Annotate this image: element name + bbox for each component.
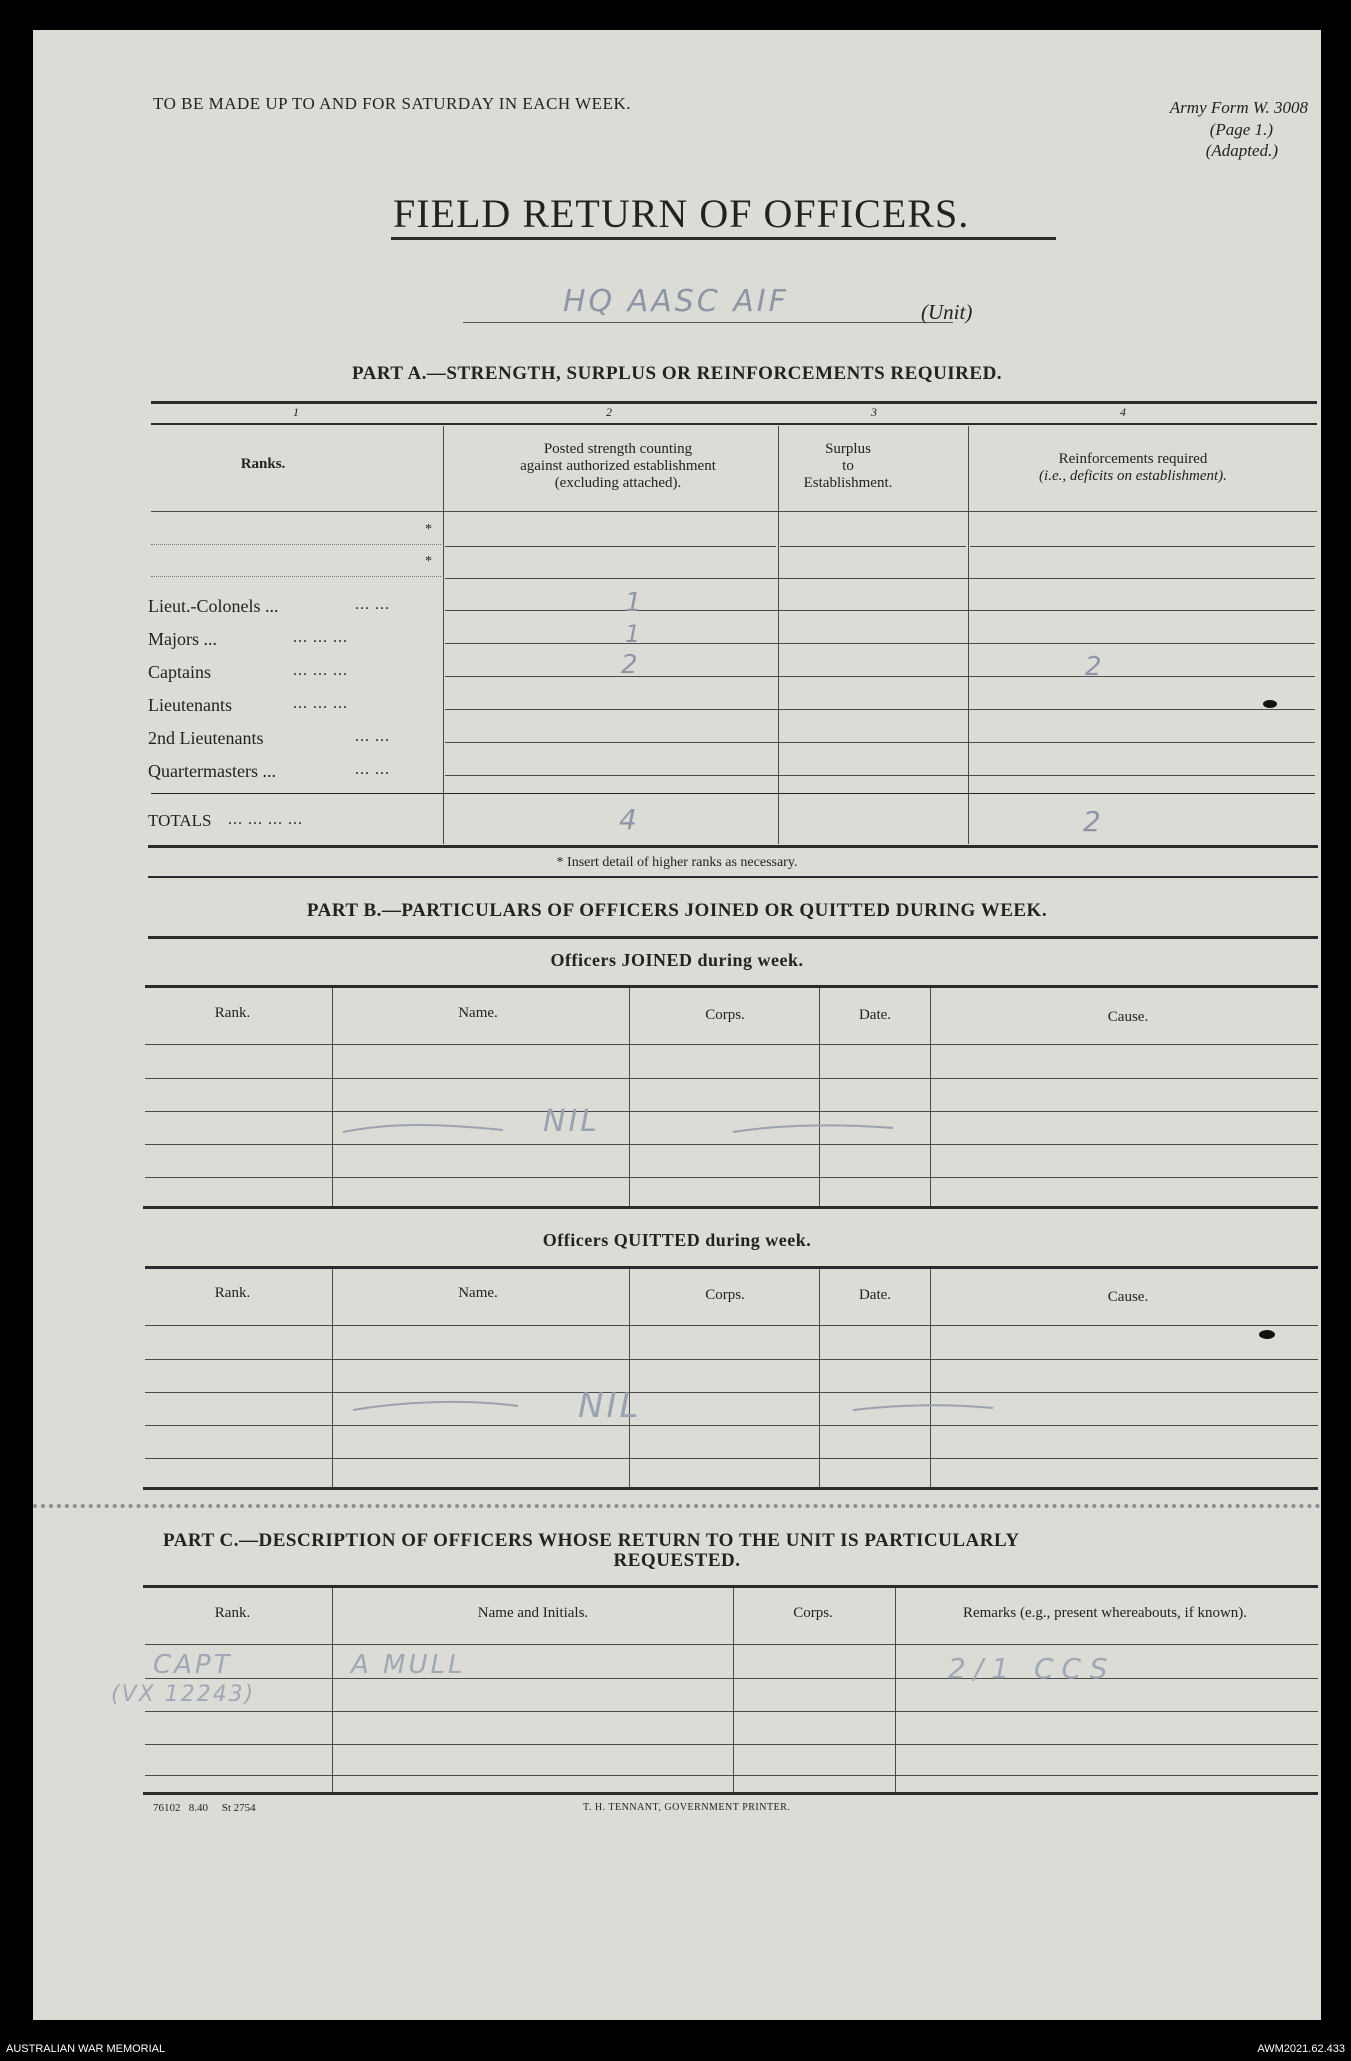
title-underline: [391, 237, 1056, 240]
joined-row-line: [145, 1177, 1318, 1178]
joined-top-rule: [145, 985, 1318, 988]
quitted-divider: [629, 1269, 630, 1488]
col-header-surplus-2: to: [842, 458, 854, 474]
rank-dots: ... ... ...: [293, 662, 348, 679]
posted-value: 1: [625, 588, 645, 618]
joined-col-cause: Cause.: [1107, 1009, 1149, 1025]
archive-id: AWM2021.62.433: [1257, 2043, 1345, 2055]
row-line: [970, 546, 1315, 547]
part-b-top-rule: [148, 936, 1318, 939]
quitted-row-line: [145, 1458, 1318, 1459]
row-line: [445, 676, 1315, 677]
part-c-header-rule: [145, 1644, 1318, 1645]
quitted-heading: Officers QUITTED during week.: [542, 1230, 812, 1250]
rank-label: 2nd Lieutenants: [148, 728, 264, 748]
part-a-col-divider-2: [778, 426, 779, 844]
col-header-reinf-2: (i.e., deficits on establishment).: [1039, 468, 1227, 484]
footnote: * Insert detail of higher ranks as necessary.: [556, 855, 798, 870]
col-header-posted-2: against authorized establishment: [520, 458, 716, 474]
col-header-reinf-1: Reinforcements required: [1058, 451, 1208, 467]
reinf-value: 2: [1085, 652, 1105, 682]
rank-label: Lieut.-Colonels ...: [148, 596, 279, 616]
joined-divider: [930, 988, 931, 1207]
rank-label: Quartermasters ...: [148, 761, 276, 781]
form-id-line2: (Page 1.): [1209, 120, 1273, 139]
joined-heading: Officers JOINED during week.: [550, 950, 804, 970]
part-a-heading: PART A.—STRENGTH, SURPLUS OR REINFORCEMENTS REQUIRED.: [351, 363, 1003, 384]
quitted-bottom-rule: [143, 1487, 1318, 1490]
archive-name: AUSTRALIAN WAR MEMORIAL: [6, 2043, 166, 2055]
posted-value: 2: [621, 650, 641, 680]
unit-value: HQ AASC AIF: [563, 284, 789, 319]
punch-hole: [1259, 1330, 1275, 1339]
quitted-col-cause: Cause.: [1107, 1289, 1149, 1305]
part-c-top-rule: [143, 1585, 1318, 1588]
part-c-heading-1: PART C.—DESCRIPTION OF OFFICERS WHOSE RETURN TO THE UNIT IS PARTICULARLY: [163, 1530, 1020, 1551]
quitted-row-line: [145, 1359, 1318, 1360]
col-header-posted-3: (excluding attached).: [554, 475, 682, 491]
row-line: [445, 775, 1315, 776]
quitted-header-rule: [145, 1325, 1318, 1326]
part-a-footnote-rule: [148, 876, 1318, 878]
printer-name: T. H. TENNANT, GOVERNMENT PRINTER.: [583, 1802, 791, 1813]
unit-line: [463, 322, 953, 323]
form-id-line3: (Adapted.): [1205, 141, 1278, 160]
col-header-ranks: Ranks.: [240, 456, 286, 472]
print-codes: 76102 8.40 St 2754: [153, 1802, 256, 1814]
quitted-col-date: Date.: [858, 1287, 892, 1303]
row-line: [445, 610, 1315, 611]
part-a-col-divider-3: [968, 426, 969, 844]
part-c-number-entry: (VX 12243): [111, 1682, 256, 1707]
rank-dots: ... ...: [355, 596, 390, 613]
part-a-number-rule: [151, 423, 1317, 425]
joined-nil-strokes: [333, 1110, 933, 1150]
part-c-name-entry: A MULL: [351, 1650, 466, 1680]
form-page: [33, 30, 1321, 2020]
rank-dots: ... ... ...: [293, 695, 348, 712]
part-a-col-divider-1: [443, 426, 444, 844]
page-title: FIELD RETURN OF OFFICERS.: [393, 191, 970, 236]
posted-value: 1: [625, 620, 644, 648]
quitted-nil-strokes: [333, 1380, 1033, 1430]
part-c-heading-2: REQUESTED.: [613, 1550, 741, 1571]
rank-label: Majors ...: [148, 629, 217, 649]
star-row-line-1: [151, 544, 441, 545]
form-id-line1: Army Form W. 3008: [1169, 98, 1308, 117]
joined-col-rank: Rank.: [214, 1005, 251, 1021]
col-number-1: 1: [293, 405, 299, 419]
row-line: [445, 709, 1315, 710]
part-c-row-line: [145, 1678, 1318, 1679]
col-header-surplus-1: Surplus: [825, 441, 871, 457]
part-c-bottom-rule: [143, 1792, 1318, 1795]
archive-strip: [0, 2040, 1351, 2061]
star-row-line-2: [151, 576, 441, 577]
col-header-posted-1: Posted strength counting: [543, 441, 693, 457]
totals-label: TOTALS: [148, 811, 212, 830]
joined-col-date: Date.: [858, 1007, 892, 1023]
rank-label: Captains: [148, 662, 211, 682]
quitted-divider: [332, 1269, 333, 1488]
joined-bottom-rule: [143, 1206, 1318, 1209]
star-marker-2: *: [425, 554, 432, 569]
col-number-3: 3: [871, 405, 877, 419]
part-c-row-line: [145, 1744, 1318, 1745]
part-c-row-line: [145, 1711, 1318, 1712]
part-b-heading: PART B.—PARTICULARS OF OFFICERS JOINED OR QUITTED DURING WEEK.: [306, 900, 1048, 921]
rank-label: Lieutenants: [148, 695, 232, 715]
row-line: [445, 742, 1315, 743]
part-c-remarks-entry: 2/1 CCS: [948, 1652, 1116, 1685]
totals-top-rule: [151, 793, 1315, 794]
col-number-2: 2: [606, 405, 612, 419]
quitted-nil-entry: NIL: [578, 1386, 642, 1426]
row-line: [445, 643, 1315, 644]
quitted-col-rank: Rank.: [214, 1285, 251, 1301]
unit-label: (Unit): [921, 300, 973, 324]
rank-dots: ... ...: [355, 728, 390, 745]
totals-dots: ... ... ... ...: [228, 811, 303, 828]
part-a-bottom-rule: [148, 845, 1318, 848]
joined-header-rule: [145, 1044, 1318, 1045]
joined-divider: [629, 988, 630, 1207]
row-line: [445, 546, 776, 547]
row-line: [445, 578, 1315, 579]
rank-dots: ... ... ...: [293, 629, 348, 646]
joined-col-name: Name.: [458, 1005, 498, 1021]
part-c-col-remarks: Remarks (e.g., present whereabouts, if known).: [962, 1605, 1248, 1621]
quitted-divider: [930, 1269, 931, 1488]
row-line: [780, 546, 966, 547]
col-number-4: 4: [1120, 405, 1126, 419]
joined-col-corps: Corps.: [705, 1007, 745, 1023]
col-header-surplus-3: Establishment.: [803, 475, 893, 491]
part-c-col-corps: Corps.: [793, 1605, 833, 1621]
part-c-col-name: Name and Initials.: [477, 1605, 589, 1621]
joined-divider: [819, 988, 820, 1207]
part-c-rank-entry: CAPT: [153, 1650, 233, 1680]
totals-reinf: 2: [1083, 805, 1104, 838]
part-c-row-line: [145, 1775, 1318, 1776]
part-a-top-rule: [151, 401, 1317, 404]
quitted-top-rule: [145, 1266, 1318, 1269]
rank-dots: ... ...: [355, 761, 390, 778]
joined-divider: [332, 988, 333, 1207]
joined-row-line: [145, 1078, 1318, 1079]
joined-nil-entry: NIL: [543, 1104, 601, 1139]
part-c-col-rank: Rank.: [214, 1605, 251, 1621]
part-a-header-rule: [151, 511, 1317, 512]
totals-posted: 4: [619, 803, 640, 836]
star-marker-1: *: [425, 522, 432, 537]
punch-hole: [1263, 700, 1277, 708]
part-c-divider: [895, 1588, 896, 1794]
top-note: TO BE MADE UP TO AND FOR SATURDAY IN EACH WEEK.: [153, 94, 631, 113]
perforation-line: [33, 1504, 1321, 1508]
part-c-divider: [332, 1588, 333, 1794]
part-c-divider: [733, 1588, 734, 1794]
quitted-divider: [819, 1269, 820, 1488]
quitted-col-corps: Corps.: [705, 1287, 745, 1303]
quitted-col-name: Name.: [458, 1285, 498, 1301]
